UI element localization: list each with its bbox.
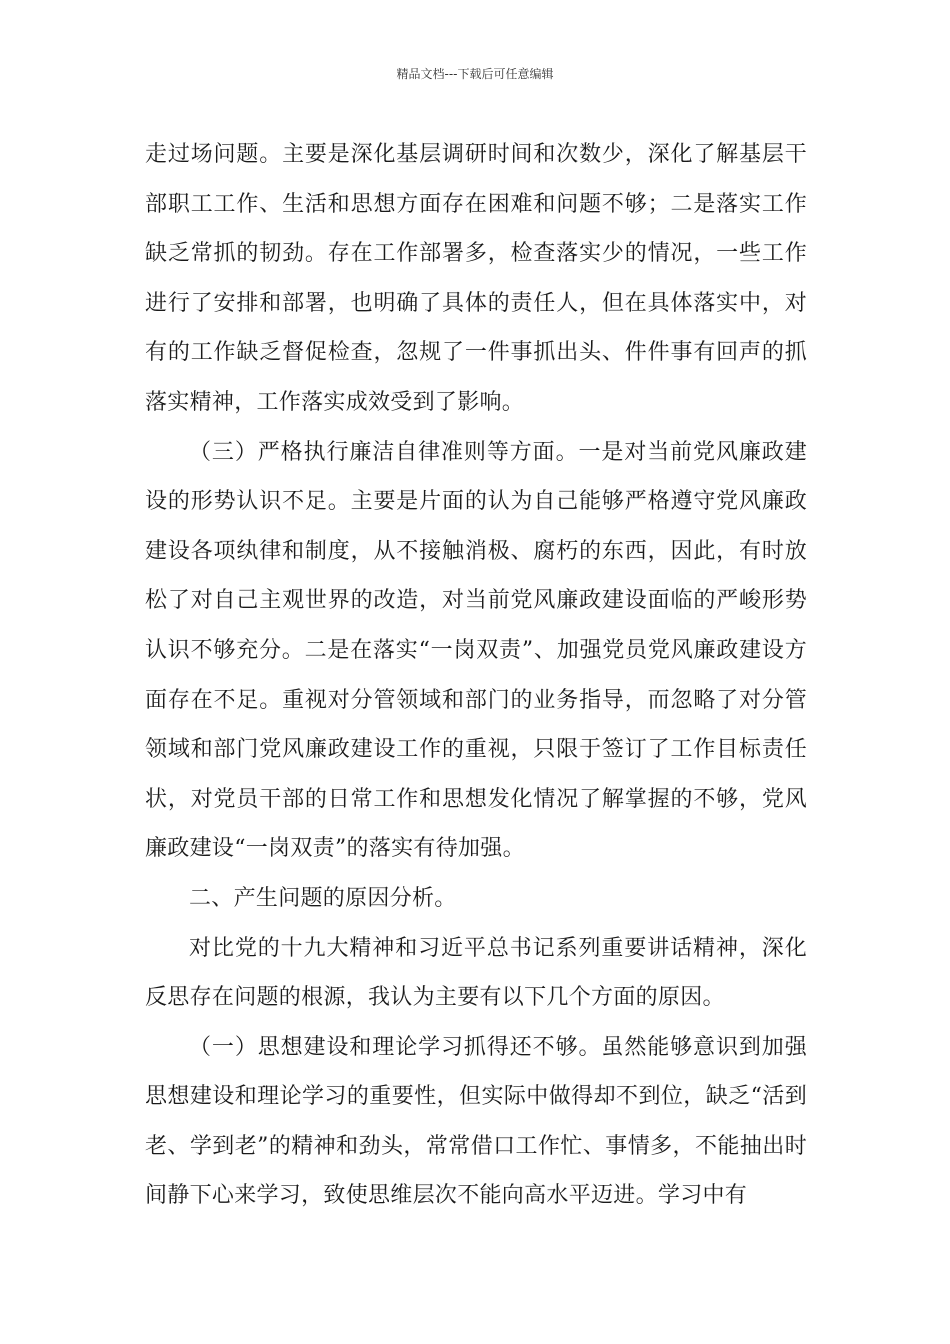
paragraph-section-3: （三）严格执行廉洁自律准则等方面。一是对当前党风廉政建设的形势认识不足。主要是片面的认为自己能够严格遵守党风廉政建设各项纨律和制度，从不接触消极、腐朽的东西，因此，有时放松了对自己主观世界的改造，对当前党风廉政建设面临的严峻形势认识不够充分。二是在落实“一岗双责”、加强党员党风廉政建设方面存在不足。重视对分管领域和部门的业务指导，而忽略了对分管领域和部门党风廉政建设工作的重视，只限于签订了工作目标责任状，对党员干部的日常工作和思想发化情况了解掌握的不够，党风廉政建设“一岗双责”的落实有待加强。 bbox=[145, 439, 807, 862]
section-heading-cause-analysis: 二、产生问题的原因分析。 bbox=[189, 885, 457, 911]
paragraph-continuation: 走过场问题。主要是深化基层调研时间和次数少，深化了解基层干部职工工作、生活和思想方面存在困难和问题不够；二是落实工作缺乏常抓的韧劲。存在工作部署多，检查落实少的情况，一些工作进行了安排和部署，也明确了具体的责任人，但在具体落实中，对有的工作缺乏督促检查，忽规了一件事抓出头、件件事有回声的抓落实精神，工作落实成效受到了影响。 bbox=[145, 142, 807, 415]
paragraph-intro-causes: 对比党的十九大精神和习近平总书记系列重要讲话精神，深化反思存在问题的根源，我认为主要有以下几个方面的原因。 bbox=[145, 935, 807, 1011]
document-body bbox=[145, 130, 807, 1221]
page-header: 精品文档---下载后可任意编辑 bbox=[396, 67, 554, 81]
paragraph-cause-1: （一）思想建设和理论学习抓得还不够。虽然能够意识到加强思想建设和理论学习的重要性，但实际中做得却不到位，缺乏“活到老、学到老”的精神和劲头，常常借口工作忙、事情多，不能抽出时间静下心来学习，致使思维层次不能向高水平迈进。学习中有 bbox=[145, 1034, 807, 1209]
